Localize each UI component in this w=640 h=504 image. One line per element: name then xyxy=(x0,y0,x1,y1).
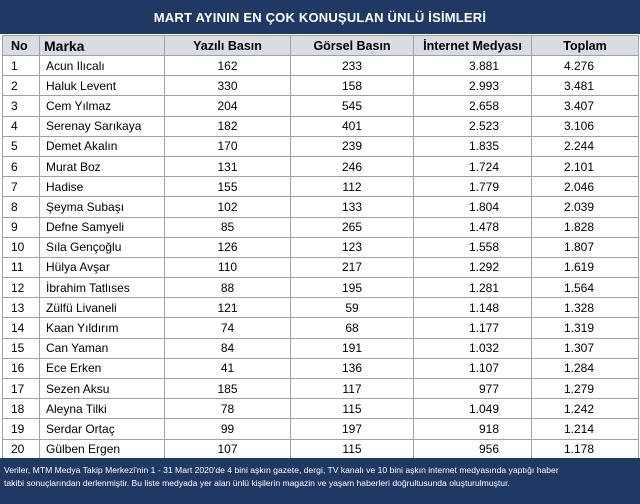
cell-name: Can Yaman xyxy=(40,338,165,358)
cell-name: Haluk Levent xyxy=(40,76,165,96)
cell-no: 8 xyxy=(3,197,40,217)
cell-name: Defne Samyeli xyxy=(40,217,165,237)
cell-no: 19 xyxy=(3,419,40,439)
cell-gorsel-basin: 195 xyxy=(291,278,414,298)
table-row xyxy=(3,76,639,96)
cell-internet-medyasi: 1.049 xyxy=(414,399,532,419)
cell-yazili-basin: 84 xyxy=(165,338,291,358)
cell-name: Sıla Gençoğlu xyxy=(40,237,165,257)
cell-no: 16 xyxy=(3,358,40,378)
cell-toplam: 3.407 xyxy=(532,96,639,116)
cell-toplam: 3.106 xyxy=(532,116,639,136)
cell-gorsel-basin: 265 xyxy=(291,217,414,237)
cell-name: Acun Ilıcalı xyxy=(40,56,165,76)
cell-no: 6 xyxy=(3,156,40,176)
cell-yazili-basin: 121 xyxy=(165,298,291,318)
cell-yazili-basin: 204 xyxy=(165,96,291,116)
cell-toplam: 2.101 xyxy=(532,156,639,176)
cell-gorsel-basin: 117 xyxy=(291,379,414,399)
column-header-internet-medyasi: İnternet Medyası xyxy=(414,36,532,56)
page-title: MART AYININ EN ÇOK KONUŞULAN ÜNLÜ İSİMLERİ xyxy=(0,0,640,34)
cell-yazili-basin: 131 xyxy=(165,156,291,176)
cell-name: Hülya Avşar xyxy=(40,257,165,277)
cell-yazili-basin: 162 xyxy=(165,56,291,76)
cell-toplam: 1.214 xyxy=(532,419,639,439)
cell-yazili-basin: 74 xyxy=(165,318,291,338)
cell-no: 4 xyxy=(3,116,40,136)
cell-name: Ece Erken xyxy=(40,358,165,378)
cell-name: Serenay Sarıkaya xyxy=(40,116,165,136)
cell-gorsel-basin: 239 xyxy=(291,136,414,156)
cell-no: 18 xyxy=(3,399,40,419)
cell-no: 9 xyxy=(3,217,40,237)
table-row xyxy=(3,358,639,378)
cell-gorsel-basin: 112 xyxy=(291,177,414,197)
cell-gorsel-basin: 246 xyxy=(291,156,414,176)
cell-no: 3 xyxy=(3,96,40,116)
cell-internet-medyasi: 1.148 xyxy=(414,298,532,318)
cell-no: 15 xyxy=(3,338,40,358)
cell-yazili-basin: 41 xyxy=(165,358,291,378)
table-row xyxy=(3,439,639,459)
cell-toplam: 2.039 xyxy=(532,197,639,217)
cell-gorsel-basin: 68 xyxy=(291,318,414,338)
cell-gorsel-basin: 197 xyxy=(291,419,414,439)
cell-toplam: 3.481 xyxy=(532,76,639,96)
cell-yazili-basin: 107 xyxy=(165,439,291,459)
cell-toplam: 1.564 xyxy=(532,278,639,298)
cell-name: Cem Yılmaz xyxy=(40,96,165,116)
table-row xyxy=(3,419,639,439)
cell-toplam: 1.242 xyxy=(532,399,639,419)
cell-toplam: 2.244 xyxy=(532,136,639,156)
cell-no: 11 xyxy=(3,257,40,277)
cell-yazili-basin: 126 xyxy=(165,237,291,257)
cell-name: Şeyma Subaşı xyxy=(40,197,165,217)
cell-gorsel-basin: 59 xyxy=(291,298,414,318)
cell-gorsel-basin: 123 xyxy=(291,237,414,257)
cell-no: 10 xyxy=(3,237,40,257)
cell-internet-medyasi: 1.281 xyxy=(414,278,532,298)
footer-line: Veriler, MTM Medya Takip Merkezi'nin 1 - 31 Mart 2020'de 4 bini aşkın gazete, dergi, TV kanalı ve 10 bini aşkın internet medyasında yaptığı haber xyxy=(4,465,559,475)
table-row xyxy=(3,116,639,136)
cell-yazili-basin: 85 xyxy=(165,217,291,237)
table-row xyxy=(3,237,639,257)
cell-gorsel-basin: 545 xyxy=(291,96,414,116)
cell-internet-medyasi: 1.804 xyxy=(414,197,532,217)
cell-gorsel-basin: 115 xyxy=(291,439,414,459)
cell-yazili-basin: 110 xyxy=(165,257,291,277)
cell-no: 2 xyxy=(3,76,40,96)
table-row xyxy=(3,136,639,156)
cell-internet-medyasi: 1.107 xyxy=(414,358,532,378)
table-row xyxy=(3,318,639,338)
cell-toplam: 1.284 xyxy=(532,358,639,378)
cell-no: 13 xyxy=(3,298,40,318)
cell-toplam: 1.319 xyxy=(532,318,639,338)
cell-yazili-basin: 182 xyxy=(165,116,291,136)
table-row xyxy=(3,399,639,419)
cell-internet-medyasi: 3.881 xyxy=(414,56,532,76)
cell-no: 14 xyxy=(3,318,40,338)
table-header-row xyxy=(3,36,639,56)
cell-no: 12 xyxy=(3,278,40,298)
cell-internet-medyasi: 1.478 xyxy=(414,217,532,237)
cell-toplam: 4.276 xyxy=(532,56,639,76)
cell-internet-medyasi: 1.177 xyxy=(414,318,532,338)
cell-gorsel-basin: 133 xyxy=(291,197,414,217)
cell-internet-medyasi: 1.835 xyxy=(414,136,532,156)
cell-gorsel-basin: 115 xyxy=(291,399,414,419)
cell-yazili-basin: 170 xyxy=(165,136,291,156)
table-row xyxy=(3,379,639,399)
cell-no: 5 xyxy=(3,136,40,156)
column-header-marka: Marka xyxy=(40,36,165,56)
cell-no: 17 xyxy=(3,379,40,399)
cell-toplam: 1.279 xyxy=(532,379,639,399)
cell-yazili-basin: 185 xyxy=(165,379,291,399)
table-row xyxy=(3,56,639,76)
cell-no: 20 xyxy=(3,439,40,459)
footer-note xyxy=(0,458,640,504)
cell-gorsel-basin: 158 xyxy=(291,76,414,96)
cell-internet-medyasi: 1.292 xyxy=(414,257,532,277)
cell-yazili-basin: 102 xyxy=(165,197,291,217)
cell-yazili-basin: 88 xyxy=(165,278,291,298)
table-body xyxy=(3,56,639,460)
cell-name: Serdar Ortaç xyxy=(40,419,165,439)
cell-no: 1 xyxy=(3,56,40,76)
cell-internet-medyasi: 1.724 xyxy=(414,156,532,176)
cell-toplam: 1.328 xyxy=(532,298,639,318)
cell-toplam: 1.807 xyxy=(532,237,639,257)
table-row xyxy=(3,96,639,116)
column-header-no: No xyxy=(3,36,40,56)
cell-name: Murat Boz xyxy=(40,156,165,176)
cell-internet-medyasi: 2.658 xyxy=(414,96,532,116)
cell-gorsel-basin: 217 xyxy=(291,257,414,277)
cell-internet-medyasi: 918 xyxy=(414,419,532,439)
cell-no: 7 xyxy=(3,177,40,197)
column-header-gorsel-basin: Görsel Basın xyxy=(291,36,414,56)
cell-internet-medyasi: 1.032 xyxy=(414,338,532,358)
table-row xyxy=(3,177,639,197)
cell-internet-medyasi: 1.558 xyxy=(414,237,532,257)
cell-name: Kaan Yıldırım xyxy=(40,318,165,338)
cell-yazili-basin: 330 xyxy=(165,76,291,96)
ranking-table xyxy=(2,35,639,460)
cell-toplam: 2.046 xyxy=(532,177,639,197)
cell-gorsel-basin: 401 xyxy=(291,116,414,136)
column-header-toplam: Toplam xyxy=(532,36,639,56)
cell-gorsel-basin: 136 xyxy=(291,358,414,378)
footer-line: takibi sonuçlarından derlenmiştir. Bu liste medyada yer alan ünlü kişilerin magazin ve yaşam haberleri doğrultusunda oluşturulmuştur. xyxy=(4,478,510,488)
cell-name: Zülfü Livaneli xyxy=(40,298,165,318)
table-row xyxy=(3,298,639,318)
cell-name: Gülben Ergen xyxy=(40,439,165,459)
cell-name: Sezen Aksu xyxy=(40,379,165,399)
cell-toplam: 1.178 xyxy=(532,439,639,459)
cell-toplam: 1.307 xyxy=(532,338,639,358)
cell-internet-medyasi: 977 xyxy=(414,379,532,399)
column-header-yazili-basin: Yazılı Basın xyxy=(165,36,291,56)
table-row xyxy=(3,197,639,217)
cell-toplam: 1.828 xyxy=(532,217,639,237)
cell-yazili-basin: 99 xyxy=(165,419,291,439)
cell-toplam: 1.619 xyxy=(532,257,639,277)
cell-name: İbrahim Tatlıses xyxy=(40,278,165,298)
cell-gorsel-basin: 233 xyxy=(291,56,414,76)
table-row xyxy=(3,278,639,298)
cell-name: Aleyna Tilki xyxy=(40,399,165,419)
table-row xyxy=(3,156,639,176)
cell-yazili-basin: 155 xyxy=(165,177,291,197)
cell-internet-medyasi: 956 xyxy=(414,439,532,459)
table-row xyxy=(3,338,639,358)
cell-gorsel-basin: 191 xyxy=(291,338,414,358)
cell-name: Demet Akalın xyxy=(40,136,165,156)
cell-internet-medyasi: 1.779 xyxy=(414,177,532,197)
cell-yazili-basin: 78 xyxy=(165,399,291,419)
cell-name: Hadise xyxy=(40,177,165,197)
table-row xyxy=(3,217,639,237)
table-row xyxy=(3,257,639,277)
cell-internet-medyasi: 2.993 xyxy=(414,76,532,96)
cell-internet-medyasi: 2.523 xyxy=(414,116,532,136)
